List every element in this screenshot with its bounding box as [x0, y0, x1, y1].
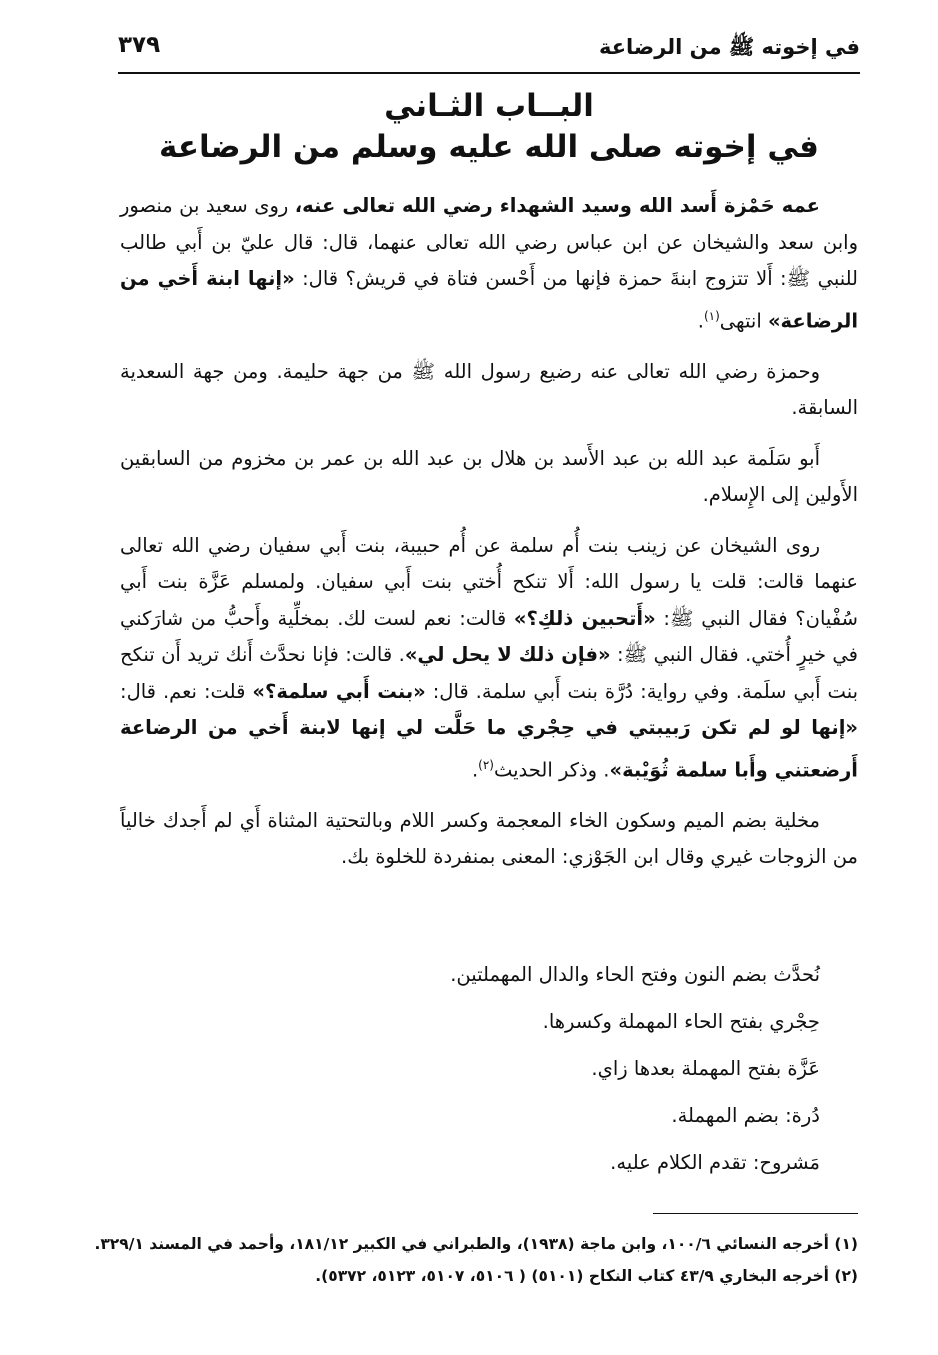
body-text [120, 188, 858, 876]
paragraph-text: قالت: نعم لست لك. بمخلِّية وأَحبُّ من شارَكني في خيرٍ أُختي. فقال النبي ﷺ: [120, 606, 858, 666]
paragraph-explanation: مخلية بضم الميم وسكون الخاء المعجمة وكسر اللام وبالتحتية المثناة أَي لم أَجدك خالياً من الزوجات غيري وقال ابن الجَوْزي: المعنى بمنفردة للخلوة بك. [120, 808, 858, 868]
paragraph-end: . [697, 309, 704, 332]
paragraph-hamza-note: وحمزة رضي الله تعالى عنه رضيع رسول الله ﷺ من جهة حليمة. ومن جهة السعدية السابقة. [120, 359, 858, 419]
running-header [118, 30, 860, 74]
footnotes [94, 1228, 858, 1292]
glossary-item: نُحدَّث بضم النون وفتح الحاء والدال المهملتين. [450, 963, 820, 986]
bold-lead: عمه حَمْزة أَسد الله وسيد الشهداء رضي الله تعالى عنه، [294, 194, 820, 217]
glossary-item: عَزَّة بفتح المهملة بعدها زاي. [591, 1057, 820, 1080]
glossary-item: مَشروح: تقدم الكلام عليه. [610, 1151, 820, 1174]
hadith-quote: «فإن ذلك لا يحل لي» [404, 643, 611, 666]
paragraph-abu-salama: أَبو سَلَمة عبد الله بن عبد الأَسد بن هلال بن عبد الله بن عمر بن مخزوم من السابقين الأَولين إلى الإِسلام. [120, 446, 858, 506]
glossary-item: دُرة: بضم المهملة. [671, 1104, 820, 1127]
paragraph-hadith-umm-habiba [120, 528, 858, 789]
footnote-marker: (٢) [478, 757, 494, 772]
hadith-quote: «إنها لو لم تكن رَبيبتي في حِجْري ما حَلَّت لي إنها لابنة أَخي من الرضاعة أَرضعتني وأَبا سلمة ثُوَيْبة» [120, 716, 858, 781]
paragraph-text: . وذكر الحديث [493, 758, 610, 781]
glossary-list [158, 960, 858, 1195]
hadith-quote: «أَتحبين ذلكِ؟» [513, 606, 656, 630]
chapter-title: في إخوته صلى الله عليه وسلم من الرضاعة [159, 129, 819, 165]
footnote: (١) أخرجه النسائي ١٠٠/٦، وابن ماجة (١٩٣٨)، والطبراني في الكبير ١٨١/١٢، وأحمد في المسند ٣٢٩/١. [94, 1235, 858, 1253]
hadith-quote: «إنها ابنة أَخي من الرضاعة» [120, 267, 858, 332]
chapter-heading [118, 86, 860, 168]
paragraph-text: قلت: نعم. قال: [120, 679, 253, 703]
page-number: ٣٧٩ [118, 32, 161, 58]
paragraph-text: روى سعيد بن منصور وابن سعد والشيخان عن ابن عباس رضي الله تعالى عنهما، قال: قال عليّ بن أَبي طالب للنبي ﷺ: أَلا تتزوج ابنةَ حمزة فإنها من أَحْسن فتاة في قريش؟ قال: [120, 194, 859, 290]
chapter-label: البــاب الثـاني [384, 88, 594, 124]
paragraph-hamza [120, 188, 858, 340]
hadith-quote: «بنت أَبي سلمة؟» [252, 679, 426, 703]
glossary-item: حِجْري بفتح الحاء المهملة وكسرها. [542, 1010, 820, 1033]
footnote: (٢) أخرجه البخاري ٤٣/٩ كتاب النكاح (٥١٠١) ( ٥١٠٦، ٥١٠٧، ٥١٢٣، ٥٣٧٢). [315, 1267, 858, 1285]
footnote-divider [653, 1213, 858, 1214]
paragraph-text: انتهى [719, 309, 768, 332]
paragraph-text: . قالت: فإنا نحدَّث أَنك تريد أَن تنكح بنت أَبي سلَمة. وفي رواية: دُرَّة بنت أَبي سلمة. قال: [120, 643, 859, 703]
running-header-title: في إخوته ﷺ من الرضاعة [598, 35, 860, 59]
paragraph-end: . [471, 758, 479, 781]
paragraph-text: روى الشيخان عن زينب بنت أُم سلمة عن أُم حبيبة، بنت أَبي سفيان رضي الله تعالى عنهما قالت: قلت يا رسول الله: أَلا تنكح أُختي بنت أَبي سفيان. ولمسلم عَزَّة بنت أَبي سُفْيان؟ فقال النبي ﷺ: [120, 533, 858, 630]
footnote-marker: (١) [703, 308, 720, 323]
